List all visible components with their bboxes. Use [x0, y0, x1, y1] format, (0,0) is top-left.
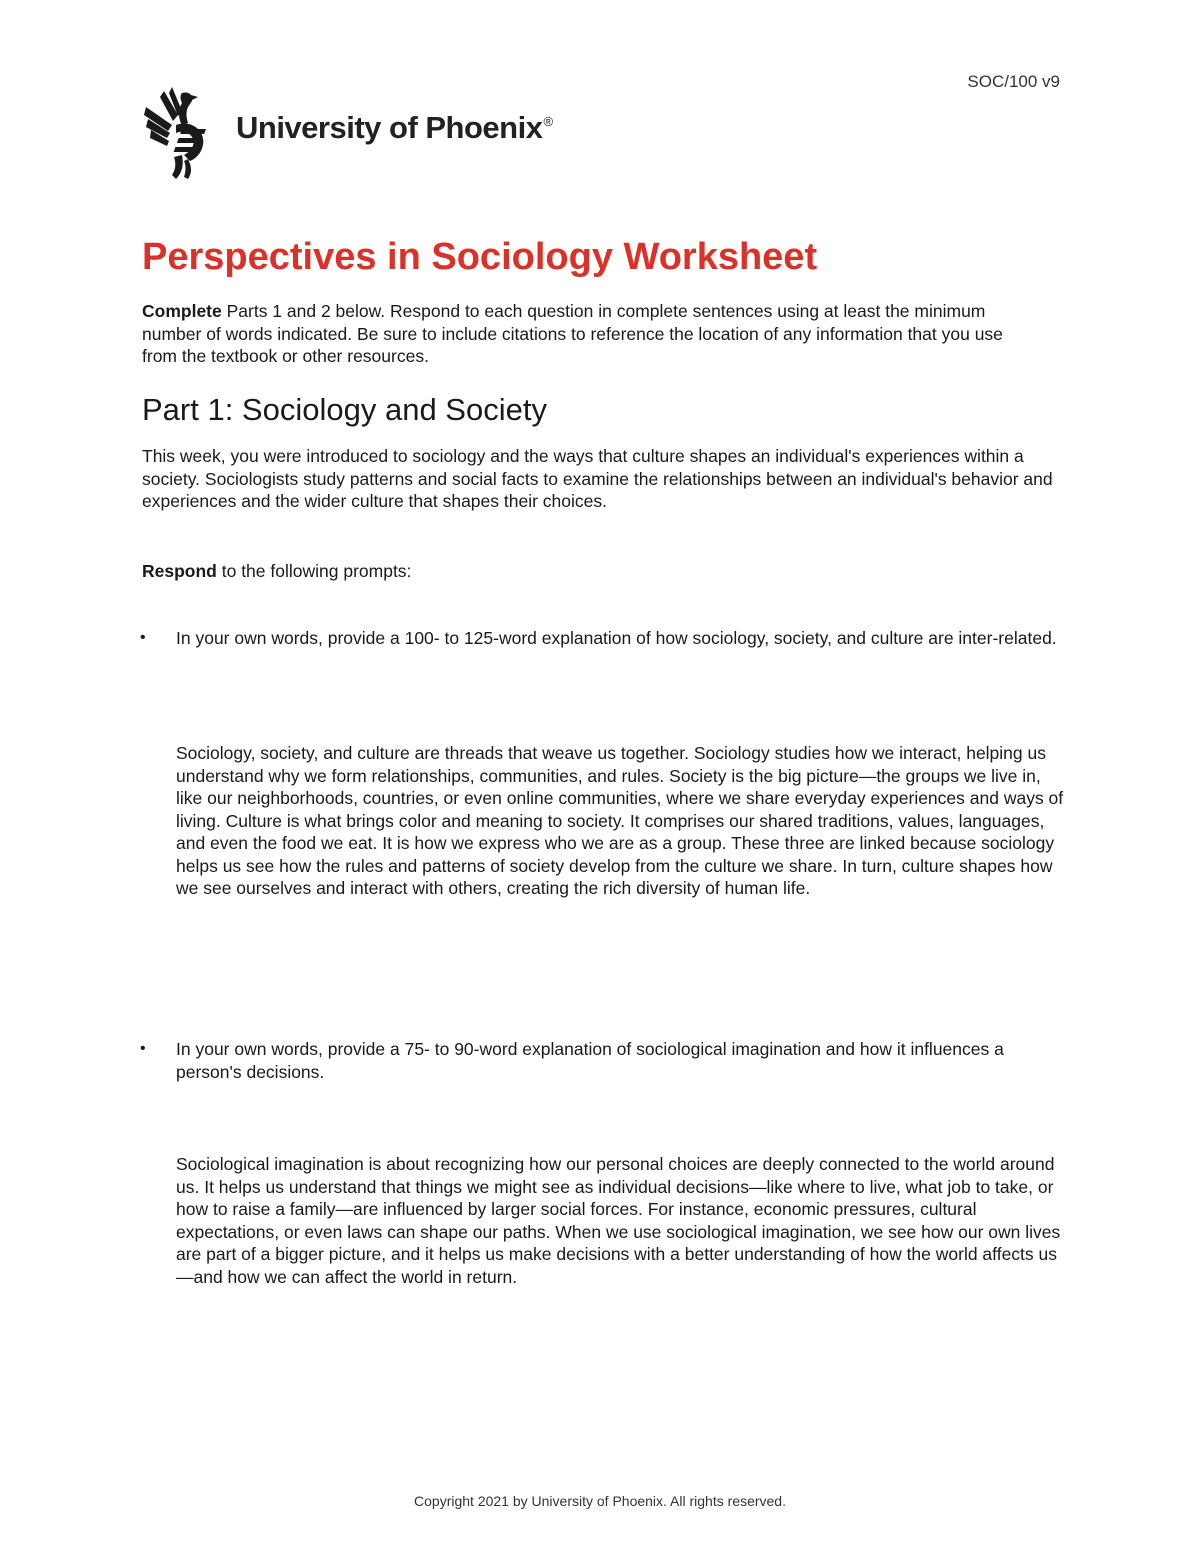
prompt-1-answer: Sociology, society, and culture are threads that weave us together. Sociology studies how we interact, helping us understand why we form relationships, communities, and rules. Society is the big picture—the groups we live in, like our neighborhoods, countries, or even online communities, where we share everyday experiences and ways of living. Culture is what brings color and meaning to society. It comprises our shared traditions, values, languages, and even the food we eat. It is how we express who we are as a group. These three are linked because sociology helps us see how the rules and patterns of society develop from the culture we share. In turn, culture shapes how we see ourselves and interact with others, creating the rich diversity of human life. [176, 743, 1064, 898]
prompt-2-question: In your own words, provide a 75- to 90-word explanation of sociological imagination and how it influences a person's decisions. [176, 1039, 1004, 1082]
logo-wordmark: University of Phoenix® [236, 110, 553, 145]
instructions-paragraph [142, 300, 1042, 368]
phoenix-bird-icon [142, 85, 222, 179]
prompt-1-question: In your own words, provide a 100- to 125-word explanation of how sociology, society, and culture are inter-related. [176, 628, 1057, 648]
part1-intro: This week, you were introduced to sociology and the ways that culture shapes an individual's experiences within a society. Sociologists study patterns and social facts to examine the relationships between an individual's behavior and experiences and the wider culture that shapes their choices. [142, 446, 1053, 511]
copyright-footer: Copyright 2021 by University of Phoenix. All rights reserved. [414, 1493, 786, 1509]
respond-text: to the following prompts: [216, 561, 412, 581]
bullet-icon: • [140, 629, 146, 646]
instructions-bold-lead: Complete [142, 301, 222, 321]
bullet-icon: • [140, 1040, 146, 1057]
course-code: SOC/100 v9 [967, 72, 1060, 91]
instructions-text: Parts 1 and 2 below. Respond to each question in complete sentences using at least the minimum number of words indicated. Be sure to include citations to reference the location of any information that you use from the textbook or other resources. [142, 301, 1003, 366]
document-title: Perspectives in Sociology Worksheet [142, 236, 818, 278]
prompt-2-answer: Sociological imagination is about recognizing how our personal choices are deeply connected to the world around us. It helps us understand that things we might see as individual decisions—like where to live, what job to take, or how to raise a family—are influenced by larger social forces. For instance, economic pressures, cultural expectations, or even laws can shape our paths. When we use sociological imagination, we see how our own lives are part of a bigger picture, and it helps us make decisions with a better understanding of how the world affects us—and how we can affect the world in return. [176, 1154, 1061, 1287]
respond-instruction [142, 560, 411, 583]
part1-heading: Part 1: Sociology and Society [142, 392, 547, 427]
respond-bold-lead: Respond [142, 561, 217, 581]
university-logo [142, 84, 553, 180]
registered-mark: ® [543, 114, 553, 129]
